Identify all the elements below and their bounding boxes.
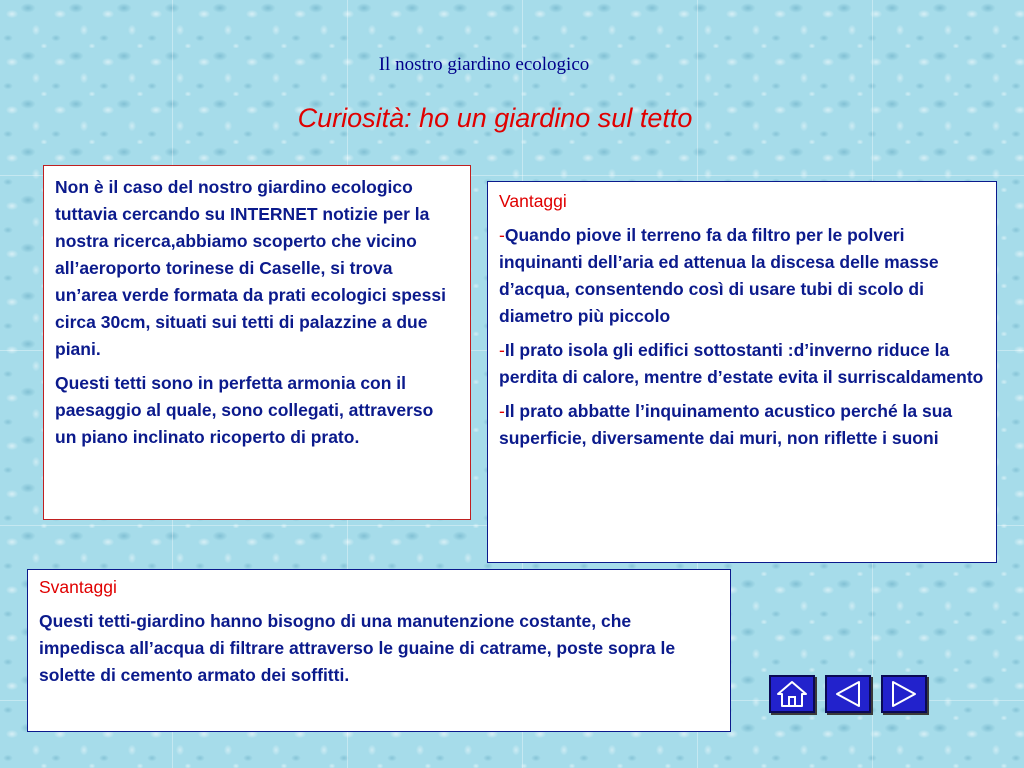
bullet-dash: - — [499, 225, 505, 245]
advantage-item — [499, 222, 986, 330]
advantage-item — [499, 398, 986, 452]
triangle-left-icon — [831, 679, 865, 709]
intro-text-box — [43, 165, 471, 520]
advantage-text: Quando piove il terreno fa da filtro per le polveri inquinanti dell’aria ed attenua la discesa delle masse d’acqua, consentendo così di usare tubi di scolo di diametro più piccolo — [499, 225, 939, 326]
advantage-item — [499, 337, 986, 391]
slide-title: Curiosità: ho un giardino sul tetto — [297, 103, 693, 133]
triangle-right-icon — [887, 679, 921, 709]
bullet-dash: - — [499, 340, 505, 360]
previous-slide-button[interactable] — [825, 675, 871, 713]
disadvantages-heading: Svantaggi — [39, 577, 117, 597]
advantages-box — [487, 181, 997, 563]
advantage-text: Il prato abbatte l’inquinamento acustico perché la sua superficie, diversamente dai muri, non riflette i suoni — [499, 401, 953, 448]
intro-paragraph-1: Non è il caso del nostro giardino ecologico tuttavia cercando su INTERNET notizie per la nostra ricerca,abbiamo scoperto che vicino all’aeroporto torinese di Caselle, si trova un’area verde formata da prati ecologici spessi circa 30cm, situati sui tetti di palazzine a due piani. — [55, 177, 446, 359]
bullet-dash: - — [499, 401, 505, 421]
slide-subtitle: Il nostro giardino ecologico — [378, 54, 590, 75]
disadvantages-text: Questi tetti-giardino hanno bisogno di una manutenzione costante, che impedisca all’acqua di filtrare attraverso le guaine di catrame, poste sopra le solette di cemento armato dei soffitti. — [39, 611, 676, 685]
advantages-heading: Vantaggi — [499, 191, 567, 211]
intro-paragraph-2: Questi tetti sono in perfetta armonia con il paesaggio al quale, sono collegati, attraverso un piano inclinato ricoperto di prato. — [55, 373, 434, 447]
next-slide-button[interactable] — [881, 675, 927, 713]
advantage-text: Il prato isola gli edifici sottostanti :d’inverno riduce la perdita di calore, mentre d’estate evita il surriscaldamento — [499, 340, 984, 387]
home-icon — [775, 679, 809, 709]
slide-navigation — [769, 675, 927, 713]
disadvantages-box — [27, 569, 731, 732]
home-button[interactable] — [769, 675, 815, 713]
